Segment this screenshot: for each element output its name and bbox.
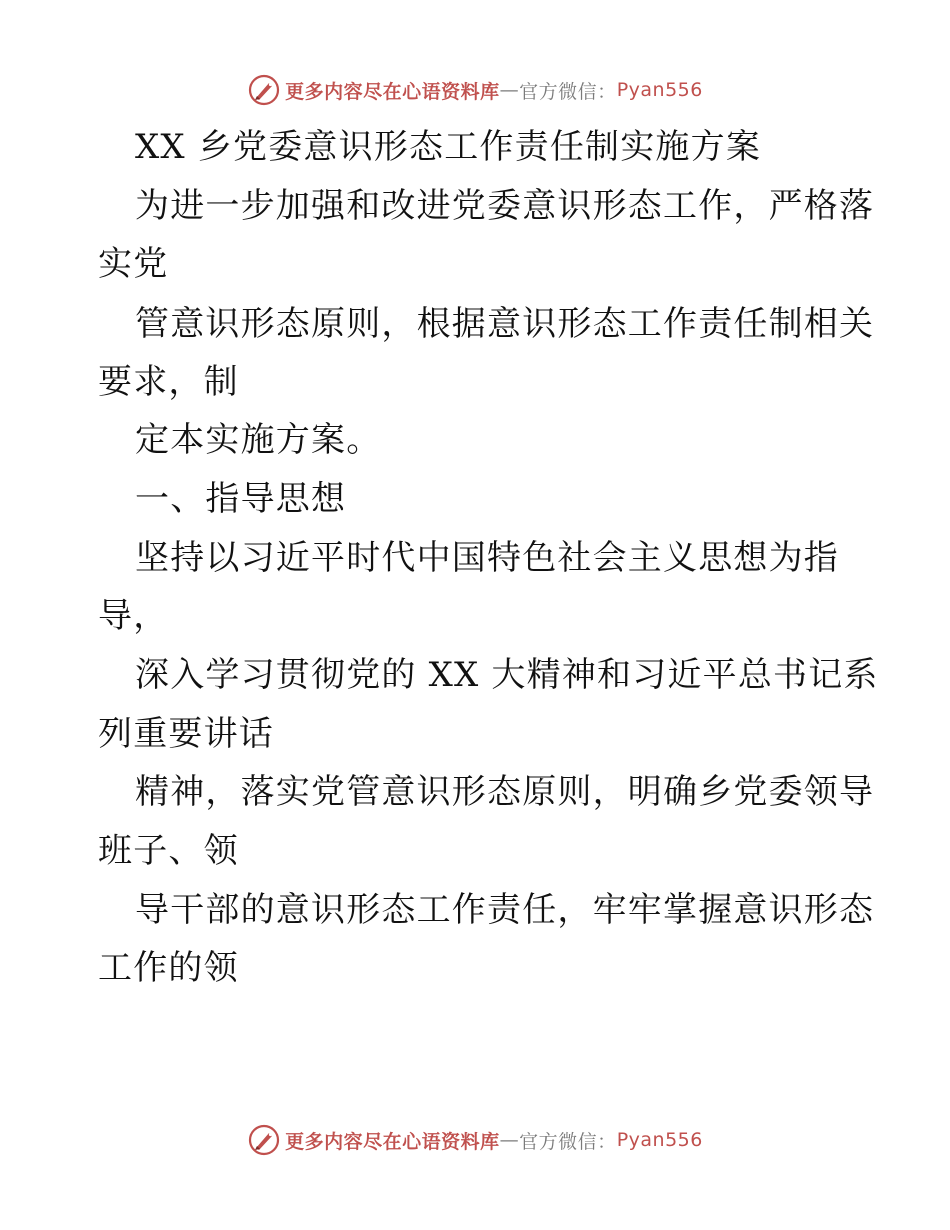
paragraph-line: 管意识形态原则，根据意识形态工作责任制相关	[135, 304, 875, 344]
pen-logo-icon	[247, 1123, 281, 1157]
watermark-main-text: 更多内容尽在心语资料库	[285, 80, 500, 103]
paragraph-line: 定本实施方案。	[135, 420, 382, 460]
paragraph-line: 工作的领	[98, 948, 239, 988]
section-heading: 一、指导思想	[135, 479, 347, 519]
watermark-sub-text: 官方微信：	[519, 80, 617, 103]
watermark-wechat-id: Pyan556	[616, 1129, 703, 1151]
watermark-main-text: 更多内容尽在心语资料库	[285, 1130, 500, 1153]
paragraph-line: 为进一步加强和改进党委意识形态工作，严格落	[135, 186, 875, 226]
pen-logo-icon	[247, 73, 281, 107]
paragraph-line: 班子、领	[98, 831, 239, 871]
paragraph-line: 深入学习贯彻党的 XX 大精神和习近平总书记系	[135, 655, 879, 695]
watermark-footer	[0, 1120, 950, 1160]
watermark-header	[0, 70, 950, 110]
paragraph-line: 导，	[98, 596, 169, 636]
watermark-wechat-id: Pyan556	[616, 79, 703, 101]
paragraph-line: 实党	[98, 244, 169, 284]
watermark-sub-text: 官方微信：	[519, 1130, 617, 1153]
paragraph-line: 列重要讲话	[98, 714, 274, 754]
watermark-dash: —	[499, 1129, 520, 1151]
paragraph-line: 导干部的意识形态工作责任，牢牢掌握意识形态	[135, 890, 875, 930]
paragraph-line: 要求，制	[98, 362, 239, 402]
paragraph-line: 精神，落实党管意识形态原则，明确乡党委领导	[135, 772, 875, 812]
document-title: XX 乡党委意识形态工作责任制实施方案	[135, 127, 762, 167]
watermark-dash: —	[499, 79, 520, 101]
paragraph-line: 坚持以习近平时代中国特色社会主义思想为指	[135, 538, 839, 578]
